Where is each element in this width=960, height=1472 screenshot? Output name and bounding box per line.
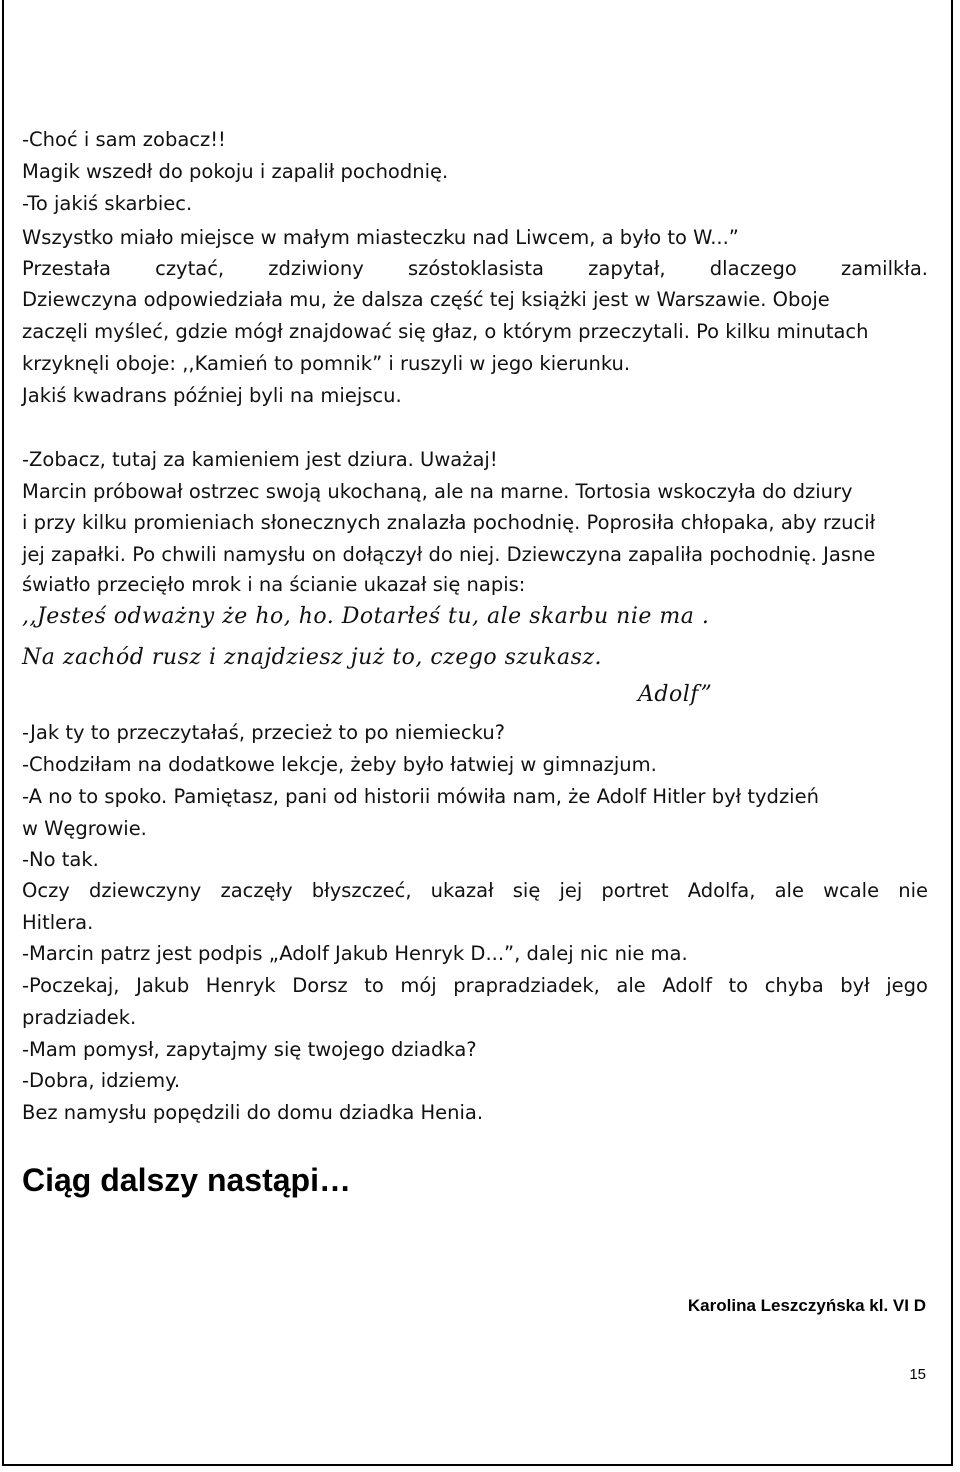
story-line: Bez namysłu popędzili do domu dziadka Henia. — [22, 1101, 484, 1124]
story-line: Jakiś kwadrans później byli na miejscu. — [22, 384, 402, 407]
story-line: krzyknęli oboje: ,,Kamień to pomnik” i ruszyli w jego kierunku. — [22, 352, 631, 375]
story-line: -To jakiś skarbiec. — [22, 192, 193, 215]
story-line: -No tak. — [22, 848, 99, 871]
story-line: Oczy dziewczyny zaczęły błyszczeć, ukazał się jej portret Adolfa, ale wcale nie — [22, 879, 928, 902]
page-number: 15 — [909, 1366, 926, 1383]
story-line: światło przecięło mrok i na ścianie ukazał się napis: — [22, 573, 526, 596]
story-line: -Jak ty to przeczytałaś, przecież to po niemiecku? — [22, 721, 506, 744]
author-signature: Karolina Leszczyńska kl. VI D — [687, 1296, 926, 1315]
story-line: Magik wszedł do pokoju i zapalił pochodnię. — [22, 160, 449, 183]
story-line: Dziewczyna odpowiedziała mu, że dalsza część tej książki jest w Warszawie. Oboje — [22, 288, 830, 311]
story-line: w Węgrowie. — [22, 817, 147, 840]
story-line: -Zobacz, tutaj za kamieniem jest dziura. Uważaj! — [22, 448, 498, 471]
story-line: -Choć i sam zobacz!! — [22, 128, 226, 151]
story-line: zaczęli myśleć, gdzie mógł znajdować się głaz, o którym przeczytali. Po kilku minutach — [22, 320, 869, 343]
inscription-line: ,,Jesteś odważny że ho, ho. Dotarłeś tu, ale skarbu nie ma . — [22, 604, 710, 629]
inscription-signature: Adolf” — [638, 682, 713, 707]
story-line: Marcin próbował ostrzec swoją ukochaną, ale na marne. Tortosia wskoczyła do dziury — [22, 480, 853, 503]
story-line: jej zapałki. Po chwili namysłu on dołączył do niej. Dziewczyna zapaliła pochodnię. Jasne — [22, 543, 876, 566]
story-line: -Marcin patrz jest podpis „Adolf Jakub Henryk D...”, dalej nic nie ma. — [22, 942, 688, 965]
closing-heading: Ciąg dalszy nastąpi… — [22, 1162, 351, 1198]
story-line: pradziadek. — [22, 1006, 137, 1029]
story-line: -Chodziłam na dodatkowe lekcje, żeby było łatwiej w gimnazjum. — [22, 753, 657, 776]
inscription-line: Na zachód rusz i znajdziesz już to, czego szukasz. — [22, 645, 603, 670]
story-line: -A no to spoko. Pamiętasz, pani od historii mówiła nam, że Adolf Hitler był tydzień — [22, 785, 819, 808]
story-line: -Dobra, idziemy. — [22, 1069, 181, 1092]
story-line: -Mam pomysł, zapytajmy się twojego dziadka? — [22, 1038, 477, 1061]
story-line: Hitlera. — [22, 911, 94, 934]
story-line: Przestała czytać, zdziwiony szóstoklasista zapytał, dlaczego zamilkła. — [22, 257, 928, 280]
story-line: i przy kilku promieniach słonecznych znalazła pochodnię. Poprosiła chłopaka, aby rzucił — [22, 511, 876, 534]
story-line: Wszystko miało miejsce w małym miasteczku nad Liwcem, a było to W...” — [22, 226, 739, 249]
story-line: -Poczekaj, Jakub Henryk Dorsz to mój prapradziadek, ale Adolf to chyba był jego — [22, 974, 928, 997]
